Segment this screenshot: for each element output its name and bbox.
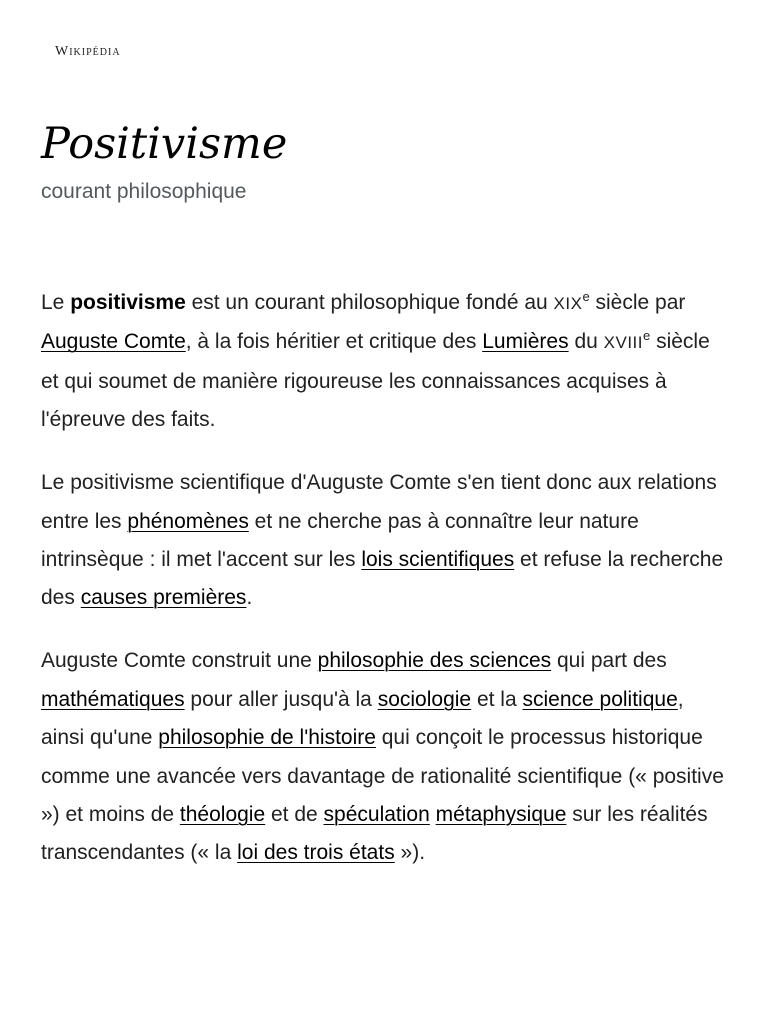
text: est un courant philosophique fondé au <box>185 291 554 314</box>
link-phenomenes[interactable]: phénomènes <box>127 509 249 533</box>
century-numeral: XVIII <box>603 333 643 353</box>
page-subtitle: courant philosophique <box>41 180 247 203</box>
text: et refuse la recherche des <box>41 548 724 610</box>
link-science-politique[interactable]: science politique <box>522 687 678 711</box>
text: qui part des <box>551 649 667 673</box>
link-mathematiques[interactable]: mathématiques <box>41 687 185 711</box>
article-body <box>41 284 731 897</box>
link-auguste-comte[interactable]: Auguste Comte <box>41 330 186 354</box>
text: . <box>246 586 253 610</box>
text: Auguste Comte construit une <box>41 649 318 673</box>
text: pour aller jusqu'à la <box>184 687 378 711</box>
paragraph-3 <box>41 642 731 872</box>
link-loi-des-trois-etats[interactable]: loi des trois états <box>237 841 395 865</box>
link-causes-premieres[interactable]: causes premières <box>80 586 247 610</box>
text: , à la fois héritier et critique des <box>185 330 483 354</box>
paragraph-1 <box>41 284 731 440</box>
paragraph-2 <box>41 464 731 618</box>
superscript: e <box>582 289 590 304</box>
text: Le <box>41 291 71 314</box>
text: siècle par <box>589 291 686 314</box>
link-philosophie-des-sciences[interactable]: philosophie des sciences <box>317 649 552 673</box>
text: du <box>568 330 604 354</box>
link-philosophie-de-l-histoire[interactable]: philosophie de l'histoire <box>158 726 376 750</box>
link-sociologie[interactable]: sociologie <box>377 687 472 711</box>
link-theologie[interactable]: théologie <box>179 803 266 827</box>
link-lumieres[interactable]: Lumières <box>482 330 569 354</box>
text: et la <box>471 687 523 711</box>
text: et de <box>265 803 324 827</box>
superscript: e <box>643 328 651 344</box>
link-speculation[interactable]: spéculation <box>323 803 430 827</box>
bold-term: positivisme <box>70 291 186 314</box>
text: , ainsi qu'une <box>41 687 684 750</box>
link-lois-scientifiques[interactable]: lois scientifiques <box>361 548 515 572</box>
wikipedia-wordmark[interactable]: Wikipédia <box>55 44 121 59</box>
text: Le positivisme scientifique d'Auguste Comte s'en tient donc aux relations entre les <box>41 471 717 533</box>
text: et ne cherche pas à connaître leur nature intrinsèque : il met l'accent sur les <box>41 509 639 572</box>
century-numeral: XIX <box>553 294 583 313</box>
text: qui conçoit le processus historique comme une avancée vers davantage de rationalité scientifique (« positive ») et moins de <box>41 726 724 827</box>
text: siècle et qui soumet de manière rigoureuse les connaissances acquises à l'épreuve des faits. <box>41 330 710 432</box>
page-title: Positivisme <box>41 119 288 169</box>
link-metaphysique[interactable]: métaphysique <box>435 803 567 827</box>
text: »). <box>394 841 426 865</box>
text: sur les réalités transcendantes (« la <box>41 803 708 865</box>
